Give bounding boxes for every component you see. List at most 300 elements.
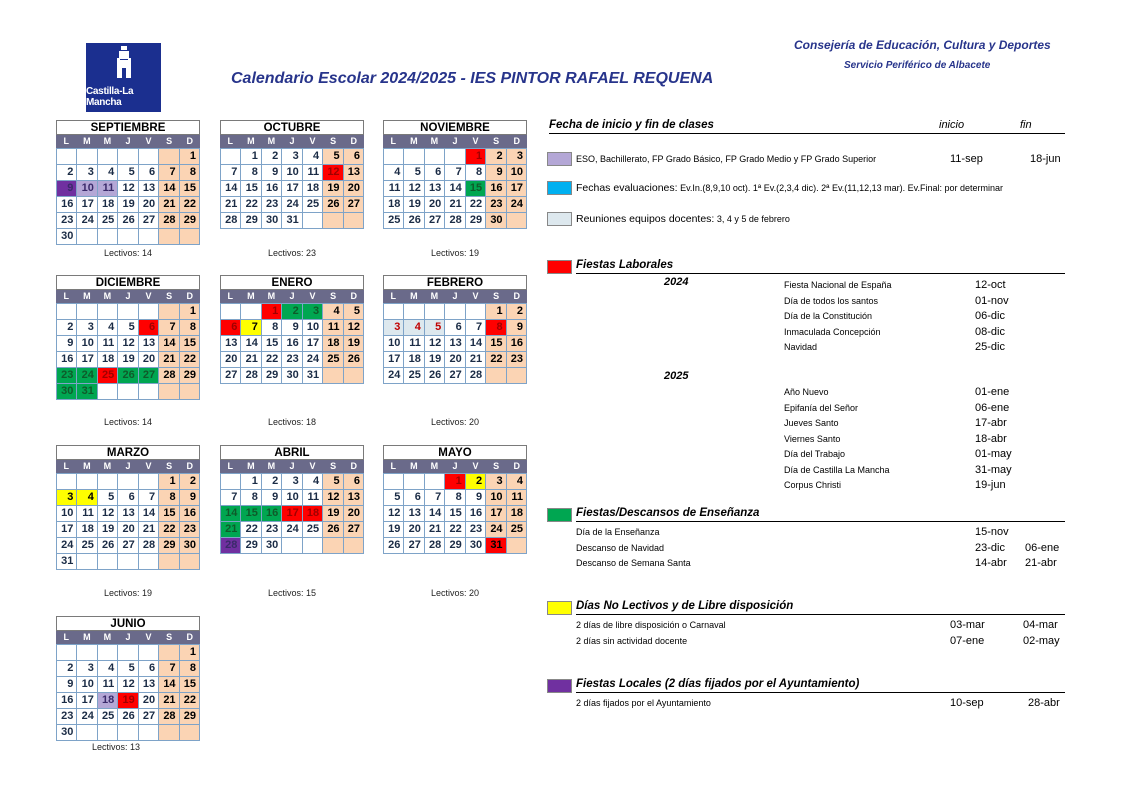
weekday-letter: M [247, 461, 255, 471]
day-cell: 25 [303, 197, 323, 213]
day-cell: 26 [118, 709, 138, 725]
day-cell [57, 645, 77, 661]
day-cell: 24 [77, 709, 97, 725]
weekday-letter: S [493, 461, 500, 471]
day-cell: 23 [282, 352, 302, 368]
day-cell: 19 [118, 693, 138, 709]
day-cell: 4 [77, 490, 97, 506]
day-cell: 29 [262, 368, 282, 384]
month-abril [220, 445, 364, 554]
day-cell: 5 [425, 320, 445, 336]
weekday-letter: L [227, 461, 234, 471]
day-cell: 20 [445, 352, 465, 368]
day-cell: 1 [180, 304, 200, 320]
day-cell: 20 [344, 181, 364, 197]
day-cell [404, 149, 424, 165]
weekday-letter: D [186, 632, 193, 642]
day-cell [139, 725, 159, 741]
day-cell: 25 [303, 522, 323, 538]
day-cell: 1 [180, 645, 200, 661]
weekday-letter: S [330, 461, 337, 471]
day-cell [98, 554, 118, 570]
holiday-date: 31-may [975, 463, 1012, 476]
day-cell: 4 [384, 165, 404, 181]
day-cell: 29 [466, 213, 486, 229]
day-cell: 30 [262, 538, 282, 554]
weekday-letter: M [103, 136, 112, 146]
nolectivos-swatch [547, 601, 572, 615]
weekday-letter: M [83, 136, 91, 146]
day-cell: 12 [404, 181, 424, 197]
day-cell: 4 [507, 474, 527, 490]
day-cell: 2 [507, 304, 527, 320]
holiday-date: 19-jun [975, 479, 1006, 491]
day-cell: 16 [262, 181, 282, 197]
day-cell: 8 [486, 320, 506, 336]
day-cell: 19 [323, 506, 343, 522]
day-cell: 22 [466, 197, 486, 213]
weekday-letter: L [63, 136, 70, 146]
day-cell: 1 [241, 149, 261, 165]
day-cell: 29 [241, 538, 261, 554]
day-cell [425, 304, 445, 320]
day-cell: 10 [77, 181, 97, 197]
day-cell: 8 [180, 320, 200, 336]
weekday-letter: D [513, 461, 520, 471]
day-cell [344, 213, 364, 229]
weekday-header [56, 631, 200, 644]
weekday-letter: L [63, 291, 70, 301]
holiday-name: Año Nuevo [784, 387, 829, 397]
day-cell: 15 [180, 336, 200, 352]
day-cell: 14 [425, 506, 445, 522]
day-cell: 27 [221, 368, 241, 384]
eso-inicio: 11-sep [950, 153, 983, 165]
day-cell: 7 [425, 490, 445, 506]
day-cell: 3 [507, 149, 527, 165]
month-title: DICIEMBRE [56, 275, 200, 290]
day-cell [303, 538, 323, 554]
day-cell: 21 [159, 693, 179, 709]
day-cell: 2 [57, 320, 77, 336]
day-cell: 31 [282, 213, 302, 229]
day-cell: 21 [466, 352, 486, 368]
month-title: FEBRERO [383, 275, 527, 290]
weekday-letter: V [145, 291, 152, 301]
day-cell: 13 [344, 490, 364, 506]
day-cell [139, 229, 159, 245]
day-cell [221, 474, 241, 490]
weekday-header [56, 290, 200, 303]
weekday-letter: V [309, 136, 316, 146]
weekday-letter: L [63, 632, 70, 642]
holiday-date: 18-abr [975, 432, 1007, 445]
day-cell: 3 [77, 165, 97, 181]
day-cell [159, 304, 179, 320]
day-cell: 28 [159, 213, 179, 229]
day-cell: 5 [118, 320, 138, 336]
day-cell: 11 [303, 165, 323, 181]
day-cell: 25 [98, 709, 118, 725]
day-cell: 6 [344, 474, 364, 490]
reuniones-swatch [547, 212, 572, 226]
holiday-date: 03-mar [950, 619, 985, 631]
weekday-header [220, 460, 364, 473]
day-cell: 28 [445, 213, 465, 229]
day-cell: 11 [323, 320, 343, 336]
day-cell: 29 [159, 538, 179, 554]
reuniones-label: Reuniones equipos docentes: 3, 4 y 5 de febrero [576, 213, 790, 225]
day-cell [344, 368, 364, 384]
day-cell [118, 474, 138, 490]
weekday-letter: S [330, 136, 337, 146]
day-cell: 16 [57, 197, 77, 213]
day-cell [425, 474, 445, 490]
day-cell: 28 [139, 538, 159, 554]
holiday-date: 06-ene [975, 401, 1010, 414]
holiday-name: Día de todos los santos [784, 295, 879, 306]
day-cell: 19 [404, 197, 424, 213]
day-cell [139, 149, 159, 165]
day-cell: 25 [98, 368, 118, 384]
day-cell: 12 [118, 336, 138, 352]
day-cell: 13 [425, 181, 445, 197]
weekday-letter: J [125, 461, 131, 471]
weekday-letter: J [452, 461, 458, 471]
lectivos-count: Lectivos: 14 [103, 248, 153, 258]
weekday-letter: S [166, 461, 173, 471]
day-cell: 30 [466, 538, 486, 554]
weekday-letter: L [63, 461, 70, 471]
day-cell: 22 [180, 693, 200, 709]
day-cell [118, 554, 138, 570]
day-cell: 31 [57, 554, 77, 570]
holiday-name: Día de Castilla La Mancha [784, 464, 890, 475]
day-cell: 17 [77, 197, 97, 213]
day-cell: 12 [118, 677, 138, 693]
day-cell: 6 [118, 490, 138, 506]
day-cell [221, 304, 241, 320]
day-cell: 13 [139, 677, 159, 693]
weekday-letter: M [410, 136, 418, 146]
weekday-letter: V [472, 291, 479, 301]
day-cell: 11 [404, 336, 424, 352]
holiday-date: 21-abr [1025, 557, 1057, 569]
day-cell: 18 [323, 336, 343, 352]
weekday-letter: S [166, 291, 173, 301]
day-cell: 5 [323, 474, 343, 490]
day-cell: 17 [507, 181, 527, 197]
day-cell [139, 645, 159, 661]
day-cell: 9 [57, 677, 77, 693]
day-cell: 29 [180, 213, 200, 229]
day-cell [98, 149, 118, 165]
day-cell: 14 [159, 181, 179, 197]
day-cell [77, 554, 97, 570]
day-cell [159, 149, 179, 165]
day-cell [159, 725, 179, 741]
day-cell: 11 [303, 490, 323, 506]
day-cell: 15 [159, 506, 179, 522]
holiday-name: Inmaculada Concepción [784, 326, 881, 337]
day-cell: 5 [118, 661, 138, 677]
month-title: SEPTIEMBRE [56, 120, 200, 135]
day-cell: 7 [139, 490, 159, 506]
day-cell: 15 [241, 181, 261, 197]
day-cell [507, 368, 527, 384]
day-cell [77, 149, 97, 165]
day-cell: 22 [241, 522, 261, 538]
day-cell: 24 [282, 522, 302, 538]
day-cell: 2 [282, 304, 302, 320]
month-grid [56, 303, 200, 400]
day-cell [323, 213, 343, 229]
day-cell: 27 [445, 368, 465, 384]
day-cell: 27 [139, 213, 159, 229]
day-cell: 4 [303, 474, 323, 490]
day-cell: 3 [57, 490, 77, 506]
holiday-name: Jueves Santo [784, 418, 839, 428]
day-cell: 26 [384, 538, 404, 554]
day-cell [98, 725, 118, 741]
weekday-letter: D [350, 291, 357, 301]
day-cell: 21 [159, 352, 179, 368]
day-cell: 4 [98, 165, 118, 181]
day-cell: 15 [445, 506, 465, 522]
weekday-letter: M [410, 291, 418, 301]
lectivos-count: Lectivos: 19 [430, 248, 480, 258]
day-cell: 22 [262, 352, 282, 368]
holiday-date: 14-abr [975, 557, 1007, 569]
day-cell: 24 [57, 538, 77, 554]
day-cell: 24 [303, 352, 323, 368]
day-cell: 27 [118, 538, 138, 554]
day-cell: 28 [425, 538, 445, 554]
weekday-header [56, 135, 200, 148]
day-cell [159, 229, 179, 245]
weekday-header [383, 135, 527, 148]
day-cell: 29 [241, 213, 261, 229]
day-cell: 13 [344, 165, 364, 181]
month-grid [220, 148, 364, 229]
day-cell: 24 [486, 522, 506, 538]
day-cell [486, 368, 506, 384]
month-title: JUNIO [56, 616, 200, 631]
weekday-letter: S [166, 136, 173, 146]
holiday-date: 07-ene [950, 634, 985, 647]
month-grid [56, 473, 200, 570]
day-cell: 4 [98, 320, 118, 336]
lectivos-count: Lectivos: 20 [430, 588, 480, 598]
eso-fin: 18-jun [1030, 153, 1061, 165]
weekday-letter: D [186, 291, 193, 301]
inicio-label: inicio [939, 119, 965, 131]
day-cell: 30 [486, 213, 506, 229]
day-cell: 1 [241, 474, 261, 490]
weekday-letter: S [330, 291, 337, 301]
day-cell: 28 [221, 213, 241, 229]
lectivos-count: Lectivos: 19 [103, 588, 153, 598]
weekday-letter: D [350, 461, 357, 471]
day-cell: 20 [139, 352, 159, 368]
day-cell [118, 645, 138, 661]
weekday-letter: M [83, 632, 91, 642]
day-cell: 8 [159, 490, 179, 506]
day-cell: 13 [445, 336, 465, 352]
day-cell: 16 [262, 506, 282, 522]
day-cell [77, 725, 97, 741]
day-cell: 9 [262, 490, 282, 506]
holiday-name: Viernes Santo [784, 433, 841, 444]
day-cell: 23 [180, 522, 200, 538]
day-cell: 2 [466, 474, 486, 490]
day-cell [159, 645, 179, 661]
day-cell: 14 [221, 181, 241, 197]
weekday-letter: D [186, 461, 193, 471]
holiday-date: 15-nov [975, 526, 1009, 538]
weekday-letter: J [289, 461, 295, 471]
day-cell: 19 [425, 352, 445, 368]
weekday-letter: D [513, 136, 520, 146]
day-cell: 26 [425, 368, 445, 384]
day-cell: 15 [466, 181, 486, 197]
day-cell: 20 [425, 197, 445, 213]
day-cell: 30 [262, 213, 282, 229]
day-cell [118, 304, 138, 320]
day-cell: 1 [466, 149, 486, 165]
day-cell: 10 [303, 320, 323, 336]
day-cell [404, 304, 424, 320]
month-grid [383, 473, 527, 554]
day-cell [98, 645, 118, 661]
day-cell [404, 474, 424, 490]
day-cell: 18 [303, 506, 323, 522]
day-cell: 9 [262, 165, 282, 181]
day-cell: 4 [303, 149, 323, 165]
day-cell [159, 384, 179, 400]
holiday-name: Corpus Christi [784, 480, 842, 490]
holiday-date: 08-dic [975, 325, 1005, 338]
holiday-date: 12-oct [975, 279, 1006, 291]
day-cell: 16 [180, 506, 200, 522]
month-grid [56, 644, 200, 741]
day-cell: 18 [98, 197, 118, 213]
day-cell: 7 [221, 490, 241, 506]
day-cell [384, 304, 404, 320]
day-cell: 5 [98, 490, 118, 506]
holiday-date: 28-abr [1028, 697, 1060, 709]
day-cell: 27 [344, 197, 364, 213]
day-cell: 22 [445, 522, 465, 538]
day-cell [118, 149, 138, 165]
day-cell: 23 [57, 213, 77, 229]
day-cell: 31 [77, 384, 97, 400]
weekday-letter: V [309, 461, 316, 471]
weekday-letter: V [145, 461, 152, 471]
day-cell: 14 [221, 506, 241, 522]
day-cell: 28 [466, 368, 486, 384]
weekday-letter: S [493, 291, 500, 301]
month-grid [383, 303, 527, 384]
day-cell: 9 [486, 165, 506, 181]
weekday-letter: M [247, 291, 255, 301]
weekday-letter: D [186, 136, 193, 146]
day-cell [303, 213, 323, 229]
day-cell: 23 [262, 197, 282, 213]
day-cell: 24 [282, 197, 302, 213]
day-cell: 3 [282, 149, 302, 165]
day-cell: 26 [344, 352, 364, 368]
day-cell: 28 [241, 368, 261, 384]
holiday-name: Fiesta Nacional de España [784, 280, 892, 290]
evaluaciones-label: Fechas evaluaciones: Ev.In.(8,9,10 oct). 1ª Ev.(2,3,4 dic). 2ª Ev.(11,12,13 mar). Ev.Final: por determinar [576, 182, 1004, 194]
day-cell: 14 [241, 336, 261, 352]
day-cell: 26 [404, 213, 424, 229]
day-cell [425, 149, 445, 165]
day-cell: 6 [425, 165, 445, 181]
holiday-date: 02-may [1023, 634, 1060, 647]
day-cell: 9 [507, 320, 527, 336]
month-grid [56, 148, 200, 245]
day-cell: 26 [323, 522, 343, 538]
weekday-letter: J [125, 136, 131, 146]
holiday-name: 2 días sin actividad docente [576, 635, 688, 646]
month-noviembre [383, 120, 527, 229]
weekday-letter: D [513, 291, 520, 301]
day-cell: 8 [445, 490, 465, 506]
day-cell: 21 [159, 197, 179, 213]
weekday-letter: M [267, 136, 276, 146]
day-cell: 16 [466, 506, 486, 522]
day-cell: 2 [57, 165, 77, 181]
day-cell [77, 645, 97, 661]
day-cell: 27 [344, 522, 364, 538]
day-cell: 7 [466, 320, 486, 336]
day-cell: 6 [221, 320, 241, 336]
day-cell: 17 [77, 693, 97, 709]
day-cell: 12 [118, 181, 138, 197]
day-cell: 23 [57, 368, 77, 384]
day-cell: 16 [282, 336, 302, 352]
day-cell: 14 [159, 677, 179, 693]
day-cell: 11 [98, 181, 118, 197]
weekday-letter: V [472, 461, 479, 471]
day-cell: 3 [384, 320, 404, 336]
day-cell: 22 [241, 197, 261, 213]
weekday-letter: J [125, 632, 131, 642]
locales-header: Fiestas Locales (2 días fijados por el Ayuntamiento) [576, 678, 1065, 693]
day-cell: 11 [98, 677, 118, 693]
day-cell: 22 [159, 522, 179, 538]
day-cell: 10 [77, 677, 97, 693]
day-cell: 7 [241, 320, 261, 336]
day-cell [180, 725, 200, 741]
day-cell: 5 [118, 165, 138, 181]
day-cell [98, 474, 118, 490]
day-cell: 10 [384, 336, 404, 352]
day-cell: 4 [323, 304, 343, 320]
day-cell: 11 [77, 506, 97, 522]
day-cell: 28 [159, 368, 179, 384]
weekday-letter: S [493, 136, 500, 146]
day-cell: 7 [159, 661, 179, 677]
day-cell: 5 [384, 490, 404, 506]
day-cell: 17 [77, 352, 97, 368]
day-cell: 31 [486, 538, 506, 554]
weekday-letter: L [390, 291, 397, 301]
day-cell [241, 304, 261, 320]
day-cell: 15 [180, 677, 200, 693]
